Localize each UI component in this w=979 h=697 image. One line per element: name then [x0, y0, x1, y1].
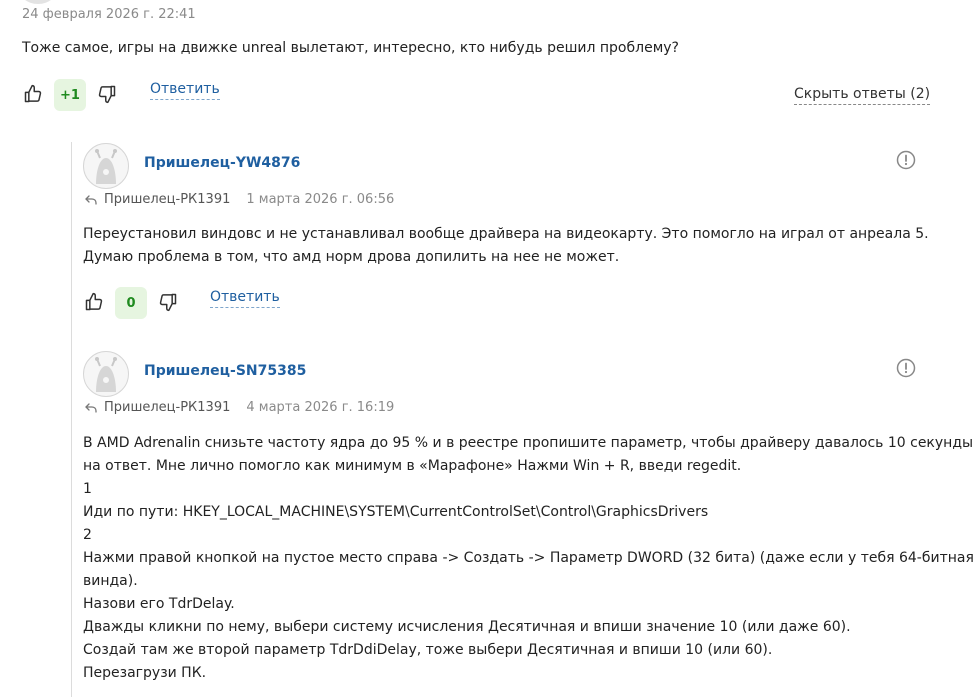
- reply-text-line: Переустановил виндовс и не устанавливал вообще драйвера на видеокарту. Это помогло на играл от анреала 5.: [83, 226, 929, 242]
- top-comment-date: 24 февраля 2026 г. 22:41: [22, 7, 196, 22]
- reply-text: [83, 432, 974, 685]
- reply-meta: [84, 400, 394, 415]
- report-button[interactable]: [896, 358, 916, 378]
- reply-text: [83, 223, 929, 269]
- dislike-button[interactable]: [156, 290, 180, 314]
- reply-text-line: Назови его TdrDelay.: [83, 596, 235, 612]
- alert-circle-icon: [896, 150, 916, 170]
- thumbs-up-icon: [84, 292, 104, 312]
- like-button[interactable]: [21, 82, 45, 106]
- reply-reply-link[interactable]: Ответить: [210, 289, 280, 308]
- alert-circle-icon: [896, 358, 916, 378]
- alien-avatar-icon: [84, 144, 128, 188]
- thumbs-up-icon: [23, 84, 43, 104]
- reply-text-line: 2: [83, 527, 92, 543]
- reply-to-name[interactable]: Пришелец-РК1391: [104, 192, 231, 207]
- reply-text-line: 1: [83, 481, 92, 497]
- avatar[interactable]: [83, 143, 129, 189]
- reply-author-name[interactable]: Пришелец-YW4876: [144, 155, 301, 171]
- alien-avatar-icon: [84, 352, 128, 396]
- top-comment-reply-link[interactable]: Ответить: [150, 81, 220, 100]
- hide-replies-button[interactable]: Скрыть ответы (2): [794, 86, 930, 105]
- reply-text-line: на ответ. Мне лично помогло как минимум в «Марафоне» Нажми Win + R, введи regedit.: [83, 458, 742, 474]
- thumbs-down-icon: [158, 292, 178, 312]
- reply-text-line: Создай там же второй параметр TdrDdiDelay, тоже выбери Десятичная и впиши 10 (или 60).: [83, 642, 773, 658]
- reply-author-name[interactable]: Пришелец-SN75385: [144, 363, 307, 379]
- reply-text-line: Думаю проблема в том, что амд норм дрова допилить на нее не может.: [83, 249, 620, 265]
- thread-line: [71, 142, 72, 697]
- thumbs-down-icon: [97, 84, 117, 104]
- reply-score: 0: [115, 287, 147, 319]
- top-comment-avatar: [18, 0, 58, 4]
- reply-text-line: Дважды кликни по нему, выбери систему исчисления Десятичная и впиши значение 10 (или даже 60).: [83, 619, 851, 635]
- like-button[interactable]: [82, 290, 106, 314]
- reply-to-name[interactable]: Пришелец-РК1391: [104, 400, 231, 415]
- reply-date: 4 марта 2026 г. 16:19: [246, 400, 395, 415]
- reply-meta: [84, 192, 394, 207]
- reply-arrow-icon: [84, 401, 98, 415]
- top-comment-text: Тоже самое, игры на движке unreal вылетают, интересно, кто нибудь решил проблему?: [22, 40, 679, 56]
- reply-arrow-icon: [84, 193, 98, 207]
- reply-text-line: Иди по пути: HKEY_LOCAL_MACHINE\SYSTEM\CurrentControlSet\Control\GraphicsDrivers: [83, 504, 709, 520]
- top-comment-score: +1: [54, 79, 86, 111]
- reply-text-line: Нажми правой кнопкой на пустое место справа -> Создать -> Параметр DWORD (32 бита) (даже если у тебя 64-битная: [83, 550, 974, 566]
- reply-date: 1 марта 2026 г. 06:56: [246, 192, 395, 207]
- reply-text-line: В AMD Adrenalin снизьте частоту ядра до 95 % и в реестре пропишите параметр, чтобы драйверу давалось 10 секунды: [83, 435, 974, 451]
- dislike-button[interactable]: [95, 82, 119, 106]
- avatar[interactable]: [83, 351, 129, 397]
- report-button[interactable]: [896, 150, 916, 170]
- reply-text-line: Перезагрузи ПК.: [83, 665, 207, 681]
- reply-text-line: винда).: [83, 573, 138, 589]
